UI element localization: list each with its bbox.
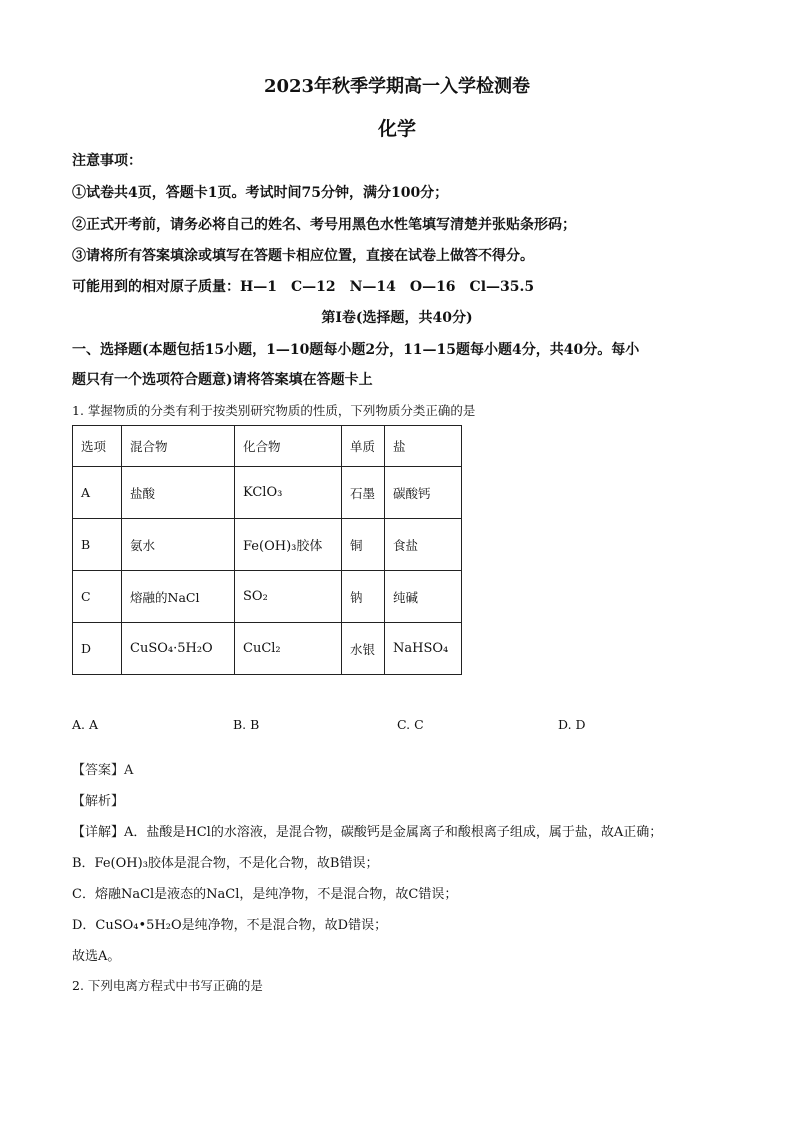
cell-element: 石墨: [342, 467, 385, 519]
classification-table: [72, 425, 462, 675]
cell-mixture: 氨水: [122, 519, 235, 571]
cell-mixture: CuSO₄·5H₂O: [122, 623, 235, 675]
cell-element: 钠: [342, 571, 385, 623]
question-2-stem: 2. 下列电离方程式中书写正确的是: [72, 978, 263, 993]
choice-c: C. C: [397, 717, 424, 732]
choice-b: B. B: [233, 717, 260, 732]
notice-item-3: ③请将所有答案填涂或填写在答题卡相应位置，直接在试卷上做答不得分。: [72, 248, 534, 264]
cell-compound: KClO₃: [235, 467, 342, 519]
table-row: [73, 623, 462, 675]
cell-option: B: [73, 519, 122, 571]
header-compound: 化合物: [235, 426, 342, 467]
notice-item-1: ①试卷共4页，答题卡1页。考试时间75分钟，满分100分；: [72, 185, 449, 201]
table-row: [73, 519, 462, 571]
table-row: [73, 571, 462, 623]
header-mixture: 混合物: [122, 426, 235, 467]
header-element: 单质: [342, 426, 385, 467]
cell-option: A: [73, 467, 122, 519]
cell-option: D: [73, 623, 122, 675]
notice-item-2: ②正式开考前，请务必将自己的姓名、考号用黑色水性笔填写清楚并张贴条形码；: [72, 217, 576, 233]
explanation-line-4: D．CuSO₄•5H₂O是纯净物，不是混合物，故D错误；: [72, 918, 388, 933]
answer-label: 【答案】A: [72, 763, 134, 778]
table-header-row: [73, 426, 462, 467]
explanation-conclusion: 故选A。: [72, 949, 121, 964]
notice-heading: 注意事项：: [72, 153, 142, 169]
analysis-label: 【解析】: [72, 794, 125, 809]
cell-salt: 碳酸钙: [385, 467, 462, 519]
cell-compound: SO₂: [235, 571, 342, 623]
cell-salt: 食盐: [385, 519, 462, 571]
section-title: 第Ⅰ卷(选择题，共40分): [321, 310, 473, 326]
explanation-line-3: C．熔融NaCl是液态的NaCl，是纯净物，不是混合物，故C错误；: [72, 887, 458, 902]
question-1-stem: 1. 掌握物质的分类有利于按类别研究物质的性质，下列物质分类正确的是: [72, 403, 476, 418]
cell-mixture: 盐酸: [122, 467, 235, 519]
section-instruction-line-1: 一、选择题(本题包括15小题，1—10题每小题2分，11—15题每小题4分，共40分。每小: [72, 342, 640, 358]
cell-salt: 纯碱: [385, 571, 462, 623]
explanation-line-1: 【详解】A．盐酸是HCl的水溶液，是混合物，碳酸钙是金属离子和酸根离子组成，属于盐，故A正确；: [72, 825, 663, 840]
atomic-mass-line: 可能用到的相对原子质量：H—1 C—12 N—14 O—16 Cl—35.5: [72, 279, 535, 295]
section-instruction-line-2: 题只有一个选项符合题意)请将答案填在答题卡上: [72, 372, 373, 388]
cell-salt: NaHSO₄: [385, 623, 462, 675]
header-option: 选项: [73, 426, 122, 467]
exam-subject: 化学: [377, 118, 416, 140]
cell-element: 水银: [342, 623, 385, 675]
table-row: [73, 467, 462, 519]
cell-compound: Fe(OH)₃胶体: [235, 519, 342, 571]
choice-a: A. A: [72, 717, 99, 732]
cell-mixture: 熔融的NaCl: [122, 571, 235, 623]
explanation-line-2: B．Fe(OH)₃胶体是混合物，不是化合物，故B错误；: [72, 856, 379, 871]
choice-d: D. D: [558, 717, 586, 732]
exam-title: 2023年秋季学期高一入学检测卷: [263, 76, 531, 97]
cell-element: 铜: [342, 519, 385, 571]
header-salt: 盐: [385, 426, 462, 467]
cell-option: C: [73, 571, 122, 623]
cell-compound: CuCl₂: [235, 623, 342, 675]
